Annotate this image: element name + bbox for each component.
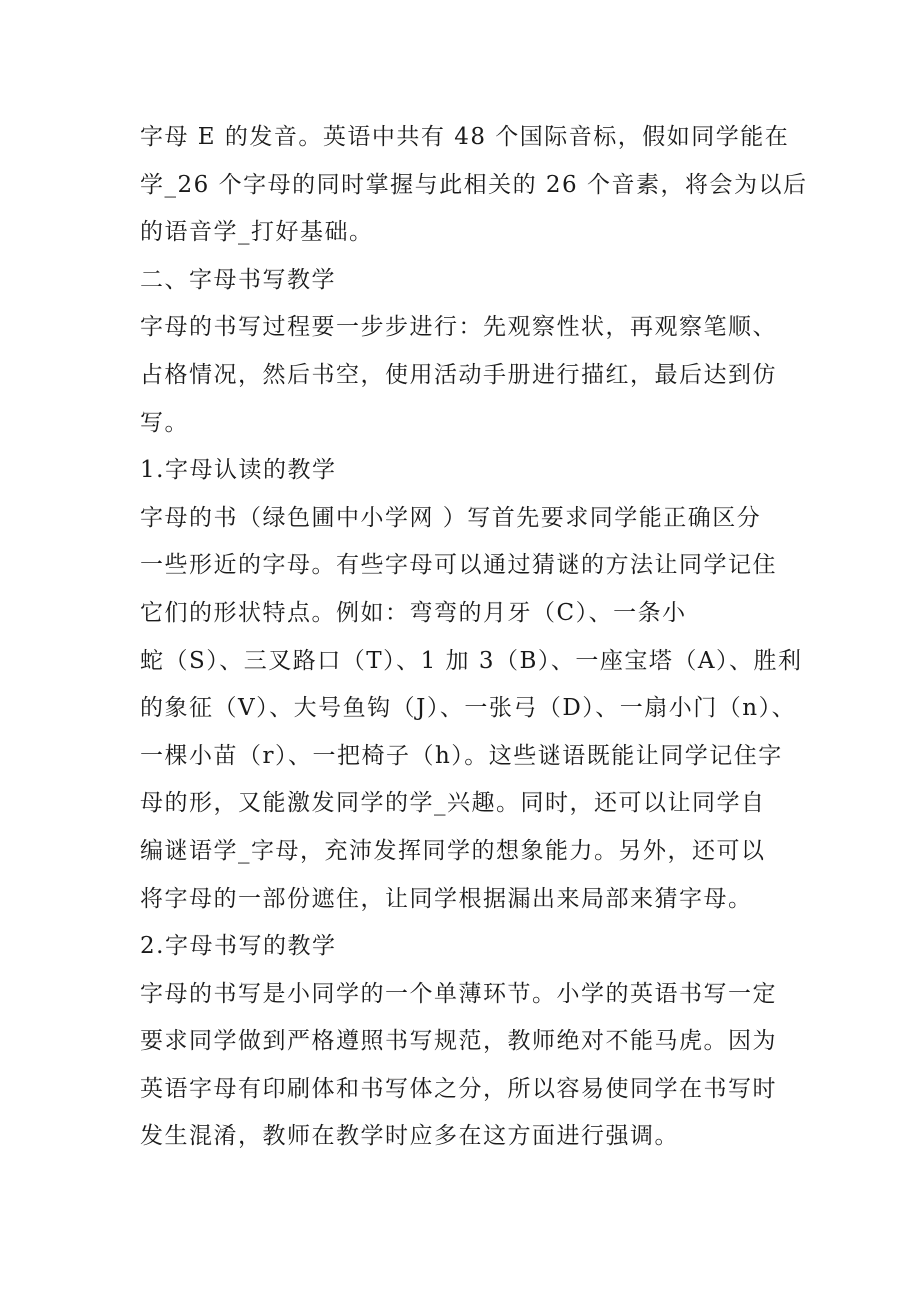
section-heading: 二、字母书写教学 [140,266,336,293]
text-line: 要求同学做到严格遵照书写规范，教师绝对不能马虎。因为 [140,1028,777,1055]
document-body [140,114,808,1161]
text-line: 字母 E 的发音。英语中共有 48 个国际音标，假如同学能在 [140,124,790,150]
text-line: 它们的形状特点。例如：弯弯的月牙（C）、一条小 [140,599,687,626]
text-line: 字母的书（绿色圃中小学网 ）写首先要求同学能正确区分 [140,504,762,531]
text-line: 一些形近的字母。有些字母可以通过猜谜的方法让同学记住 [140,552,777,579]
subsection-heading: 1.字母认读的教学 [140,457,337,484]
text-line: 编谜语学_字母，充沛发挥同学的想象能力。另外，还可以 [140,837,766,864]
text-line: 的象征（V）、大号鱼钩（J）、一张弓（D）、一扇小门（n）、 [140,695,797,722]
text-line: 学_26 个字母的同时掌握与此相关的 26 个音素，将会为以后 [140,171,808,198]
text-line: 发生混淆，教师在教学时应多在这方面进行强调。 [140,1123,679,1150]
text-line: 母的形，又能激发同学的学_兴趣。同时，还可以让同学自 [140,790,766,817]
text-line: 写。 [140,409,189,436]
text-line: 英语字母有印刷体和书写体之分，所以容易使同学在书写时 [140,1075,777,1102]
text-line: 一棵小苗（r）、一把椅子（h）。这些谜语既能让同学记住字 [140,742,783,769]
text-line: 蛇（S）、三叉路口（T）、1 加 3（B）、一座宝塔（A）、胜利 [140,647,803,674]
text-line: 将字母的一部份遮住，让同学根据漏出来局部来猜字母。 [140,885,753,912]
text-line: 占格情况，然后书空，使用活动手册进行描红，最后达到仿 [140,361,777,388]
text-line: 字母的书写是小同学的一个单薄环节。小学的英语书写一定 [140,980,777,1007]
text-line: 字母的书写过程要一步步进行：先观察性状，再观察笔顺、 [140,314,777,341]
subsection-heading: 2.字母书写的教学 [140,933,337,960]
text-line: 的语音学_打好基础。 [140,219,374,246]
